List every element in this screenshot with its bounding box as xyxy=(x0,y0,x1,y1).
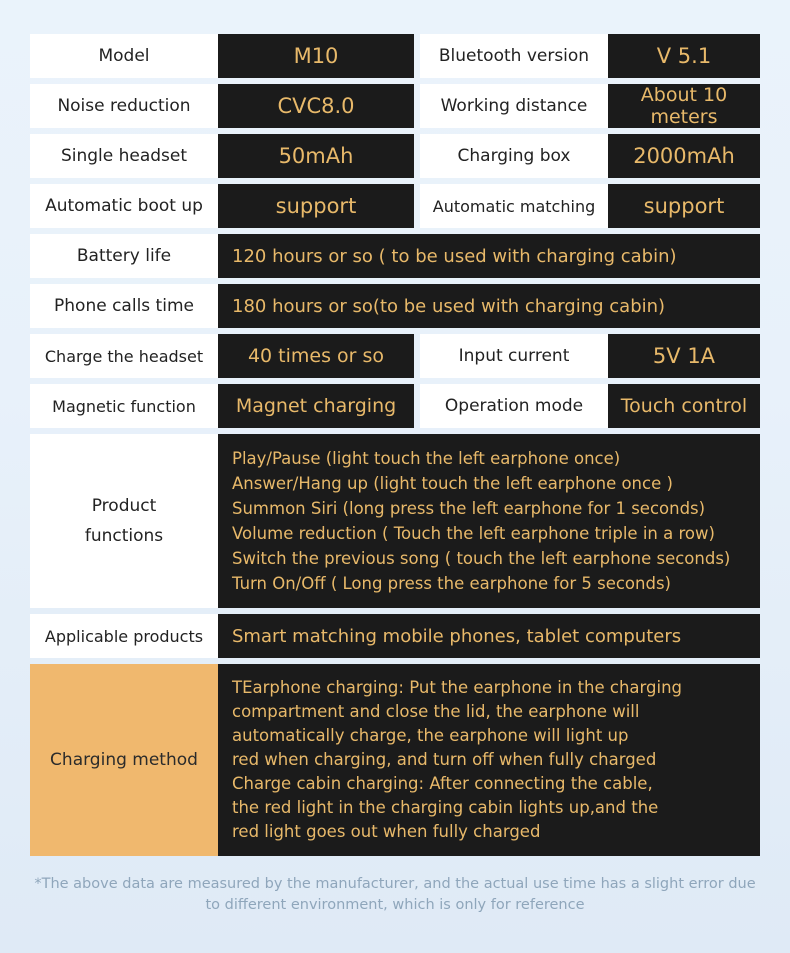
spec-table xyxy=(30,28,760,862)
product-functions-label-line1: Product xyxy=(91,495,157,516)
product-functions-label xyxy=(30,434,218,608)
table-row xyxy=(30,234,760,278)
footnote-line1: *The above data are measured by the manufacturer, and the actual use time has a slight error due xyxy=(34,875,756,892)
product-functions-value xyxy=(218,434,760,608)
table-row xyxy=(30,34,760,78)
row-label: Noise reduction xyxy=(30,84,218,128)
table-row xyxy=(30,384,760,428)
row-value: 120 hours or so ( to be used with charging cabin) xyxy=(218,234,760,278)
row-label: Battery life xyxy=(30,234,218,278)
table-row xyxy=(30,614,760,658)
row-label: Charging box xyxy=(420,134,608,178)
row-label: Charge the headset xyxy=(30,334,218,378)
charging-method-value xyxy=(218,664,760,855)
table-row xyxy=(30,134,760,178)
row-label: Magnetic function xyxy=(30,384,218,428)
table-row xyxy=(30,284,760,328)
footnote xyxy=(30,874,760,916)
row-value: 2000mAh xyxy=(608,134,760,178)
row-value: support xyxy=(608,184,760,228)
row-label: Model xyxy=(30,34,218,78)
product-functions-label-line2: functions xyxy=(84,526,164,547)
charging-line: red light goes out when fully charged xyxy=(232,822,541,841)
function-line: Summon Siri (long press the left earphone for 1 seconds) xyxy=(232,499,706,519)
applicable-products-value: Smart matching mobile phones, tablet computers xyxy=(218,614,760,658)
row-value: About 10 meters xyxy=(608,84,760,128)
row-value: CVC8.0 xyxy=(218,84,414,128)
charging-line: the red light in the charging cabin lights up,and the xyxy=(232,798,659,818)
row-value: 5V 1A xyxy=(608,334,760,378)
table-row xyxy=(30,334,760,378)
charging-line: compartment and close the lid, the earphone will xyxy=(232,702,640,722)
table-row-charging-method xyxy=(30,664,760,855)
table-row-product-functions xyxy=(30,434,760,608)
row-value: Magnet charging xyxy=(218,384,414,428)
row-label: Automatic boot up xyxy=(30,184,218,228)
row-label: Working distance xyxy=(420,84,608,128)
function-line: Volume reduction ( Touch the left earphone triple in a row) xyxy=(232,524,715,544)
table-row xyxy=(30,84,760,128)
row-value: 50mAh xyxy=(218,134,414,178)
charging-line: red when charging, and turn off when fully charged xyxy=(232,750,657,770)
row-value: V 5.1 xyxy=(608,34,760,78)
charging-line: Charge cabin charging: After connecting the cable, xyxy=(232,774,653,794)
row-label: Single headset xyxy=(30,134,218,178)
function-line: Turn On/Off ( Long press the earphone for 5 seconds) xyxy=(232,574,671,594)
row-value: 180 hours or so(to be used with charging cabin) xyxy=(218,284,760,328)
row-value: M10 xyxy=(218,34,414,78)
function-line: Switch the previous song ( touch the left earphone seconds) xyxy=(232,549,731,569)
row-label: Bluetooth version xyxy=(420,34,608,78)
row-label: Automatic matching xyxy=(420,184,608,228)
row-label: Phone calls time xyxy=(30,284,218,328)
charging-method-label: Charging method xyxy=(30,664,218,855)
footnote-line2: to different environment, which is only for reference xyxy=(205,896,585,913)
row-value: Touch control xyxy=(608,384,760,428)
row-value: 40 times or so xyxy=(218,334,414,378)
charging-line: automatically charge, the earphone will light up xyxy=(232,726,629,746)
function-line: Answer/Hang up (light touch the left earphone once ) xyxy=(232,474,673,494)
function-line: Play/Pause (light touch the left earphone once) xyxy=(232,449,621,468)
row-label: Input current xyxy=(420,334,608,378)
applicable-products-label: Applicable products xyxy=(30,614,218,658)
row-label: Operation mode xyxy=(420,384,608,428)
table-row xyxy=(30,184,760,228)
charging-line: TEarphone charging: Put the earphone in the charging xyxy=(232,678,683,698)
row-value: support xyxy=(218,184,414,228)
